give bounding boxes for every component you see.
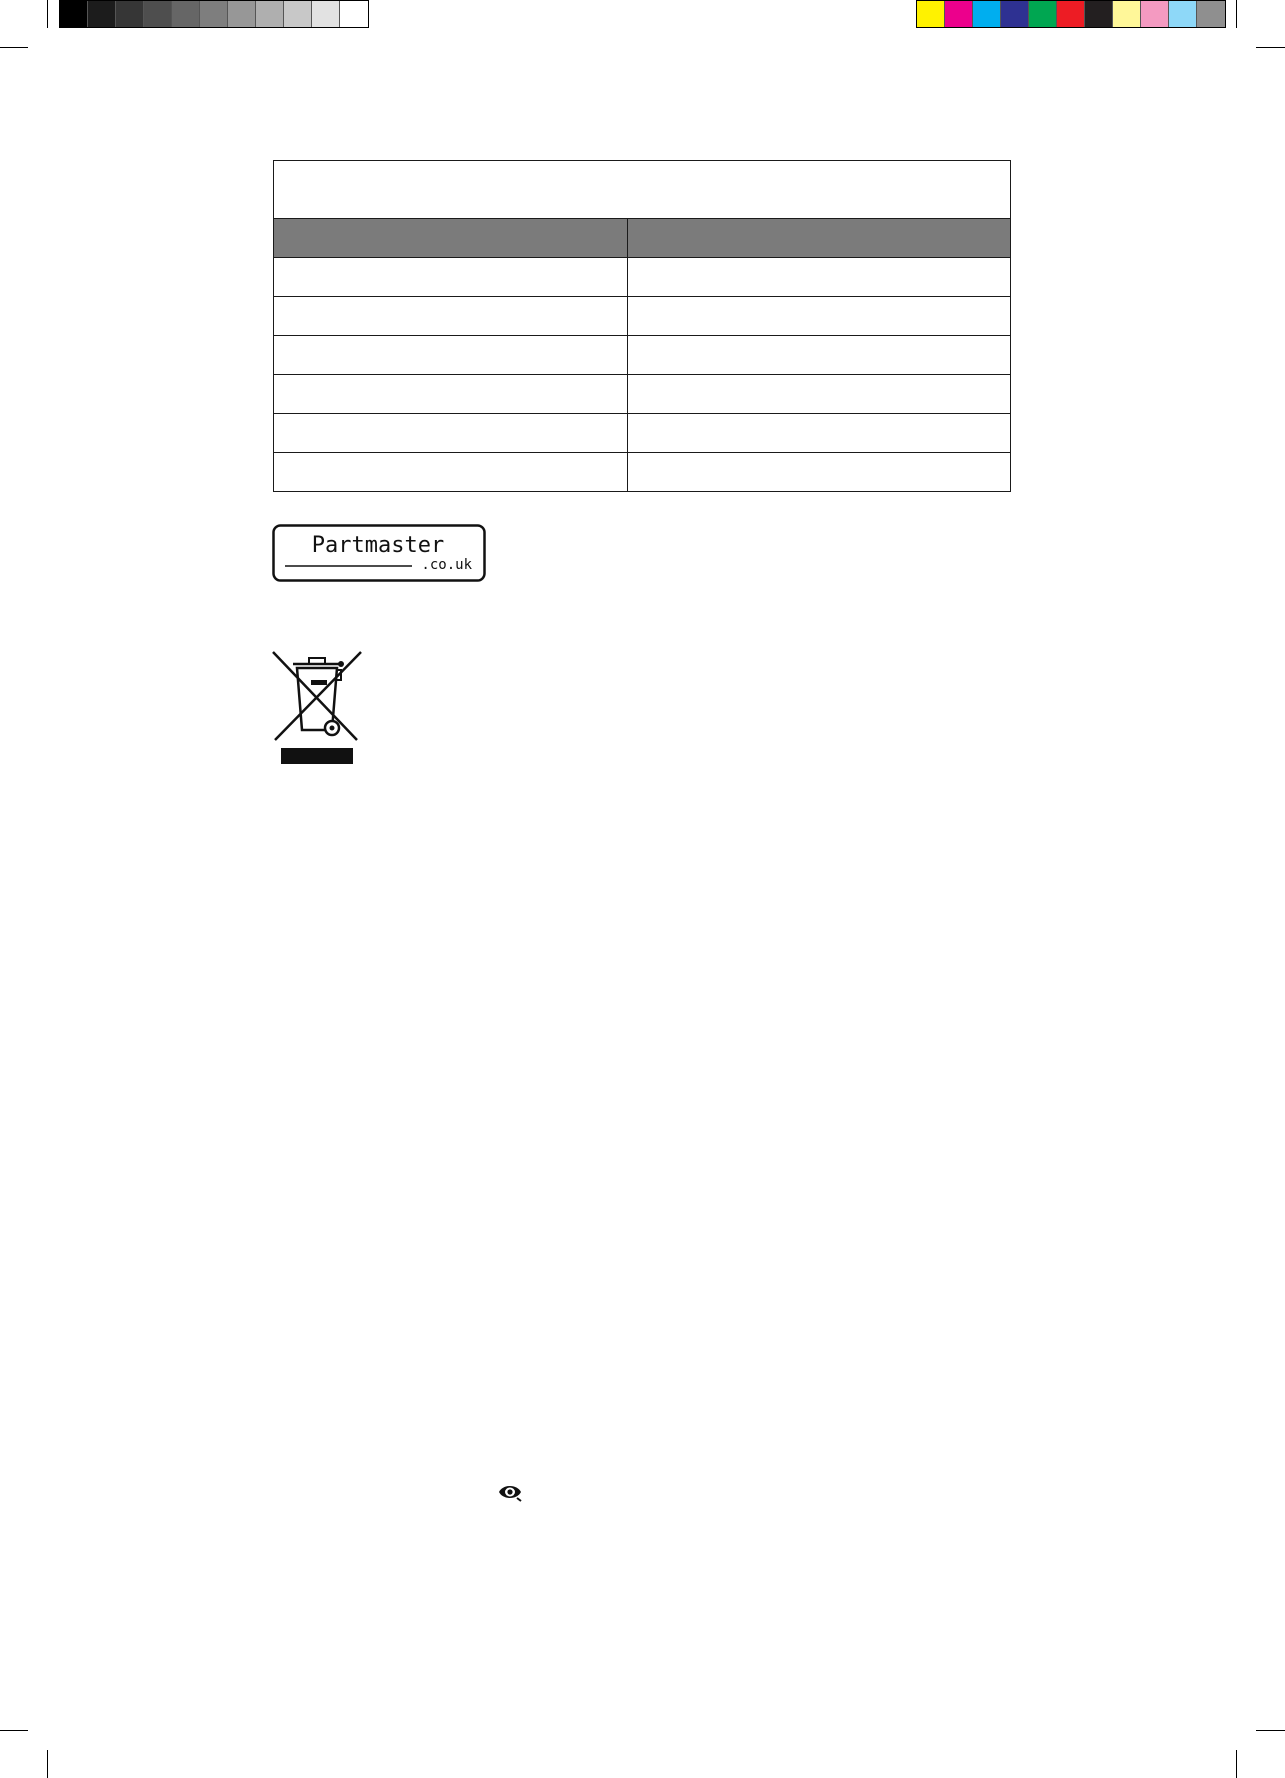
table-cell bbox=[274, 375, 628, 414]
table-header-cell bbox=[274, 219, 628, 258]
crop-mark bbox=[0, 1730, 28, 1731]
crossed-out-wheelie-bin-icon bbox=[271, 650, 363, 766]
color-swatch bbox=[340, 1, 368, 27]
color-swatch bbox=[1057, 1, 1085, 27]
logo-domain-text: .co.uk bbox=[421, 557, 472, 573]
color-swatch bbox=[1113, 1, 1141, 27]
table-cell bbox=[274, 297, 628, 336]
eye-icon bbox=[497, 1482, 523, 1502]
color-swatch bbox=[1197, 1, 1225, 27]
color-swatch bbox=[1085, 1, 1113, 27]
table-title bbox=[274, 161, 1011, 219]
table-cell bbox=[274, 414, 628, 453]
color-swatch bbox=[60, 1, 88, 27]
partmaster-logo bbox=[272, 524, 486, 582]
specification-table bbox=[273, 160, 1011, 492]
color-swatch bbox=[256, 1, 284, 27]
table-header-cell bbox=[628, 219, 1011, 258]
color-swatch bbox=[116, 1, 144, 27]
table-row bbox=[274, 414, 1011, 453]
crop-mark bbox=[47, 0, 48, 28]
color-swatch bbox=[312, 1, 340, 27]
color-swatch bbox=[172, 1, 200, 27]
process-color-bar bbox=[916, 0, 1226, 28]
table-cell bbox=[628, 297, 1011, 336]
color-swatch bbox=[1029, 1, 1057, 27]
table-row bbox=[274, 336, 1011, 375]
color-swatch bbox=[200, 1, 228, 27]
color-swatch bbox=[1141, 1, 1169, 27]
color-swatch bbox=[228, 1, 256, 27]
color-swatch bbox=[945, 1, 973, 27]
crop-mark bbox=[47, 1750, 48, 1778]
table-row bbox=[274, 297, 1011, 336]
crop-mark bbox=[1256, 47, 1285, 48]
table-cell bbox=[628, 414, 1011, 453]
table-cell bbox=[274, 258, 628, 297]
crop-mark bbox=[1236, 1750, 1237, 1778]
table-cell bbox=[274, 336, 628, 375]
table-row bbox=[274, 375, 1011, 414]
color-swatch bbox=[973, 1, 1001, 27]
table-header-row bbox=[274, 219, 1011, 258]
table-cell bbox=[628, 375, 1011, 414]
table-cell bbox=[628, 453, 1011, 492]
table-row bbox=[274, 258, 1011, 297]
crop-mark bbox=[1236, 0, 1237, 28]
color-swatch bbox=[917, 1, 945, 27]
table-cell bbox=[628, 336, 1011, 375]
color-swatch bbox=[284, 1, 312, 27]
crop-mark bbox=[1256, 1730, 1285, 1731]
color-swatch bbox=[1001, 1, 1029, 27]
table-cell bbox=[274, 453, 628, 492]
color-swatch bbox=[88, 1, 116, 27]
color-swatch bbox=[144, 1, 172, 27]
logo-name-text: Partmaster bbox=[311, 533, 445, 558]
table-cell bbox=[628, 258, 1011, 297]
grey-scale-bar bbox=[59, 0, 369, 28]
table-title-row bbox=[274, 161, 1011, 219]
crop-mark bbox=[0, 47, 28, 48]
color-swatch bbox=[1169, 1, 1197, 27]
table-row bbox=[274, 453, 1011, 492]
